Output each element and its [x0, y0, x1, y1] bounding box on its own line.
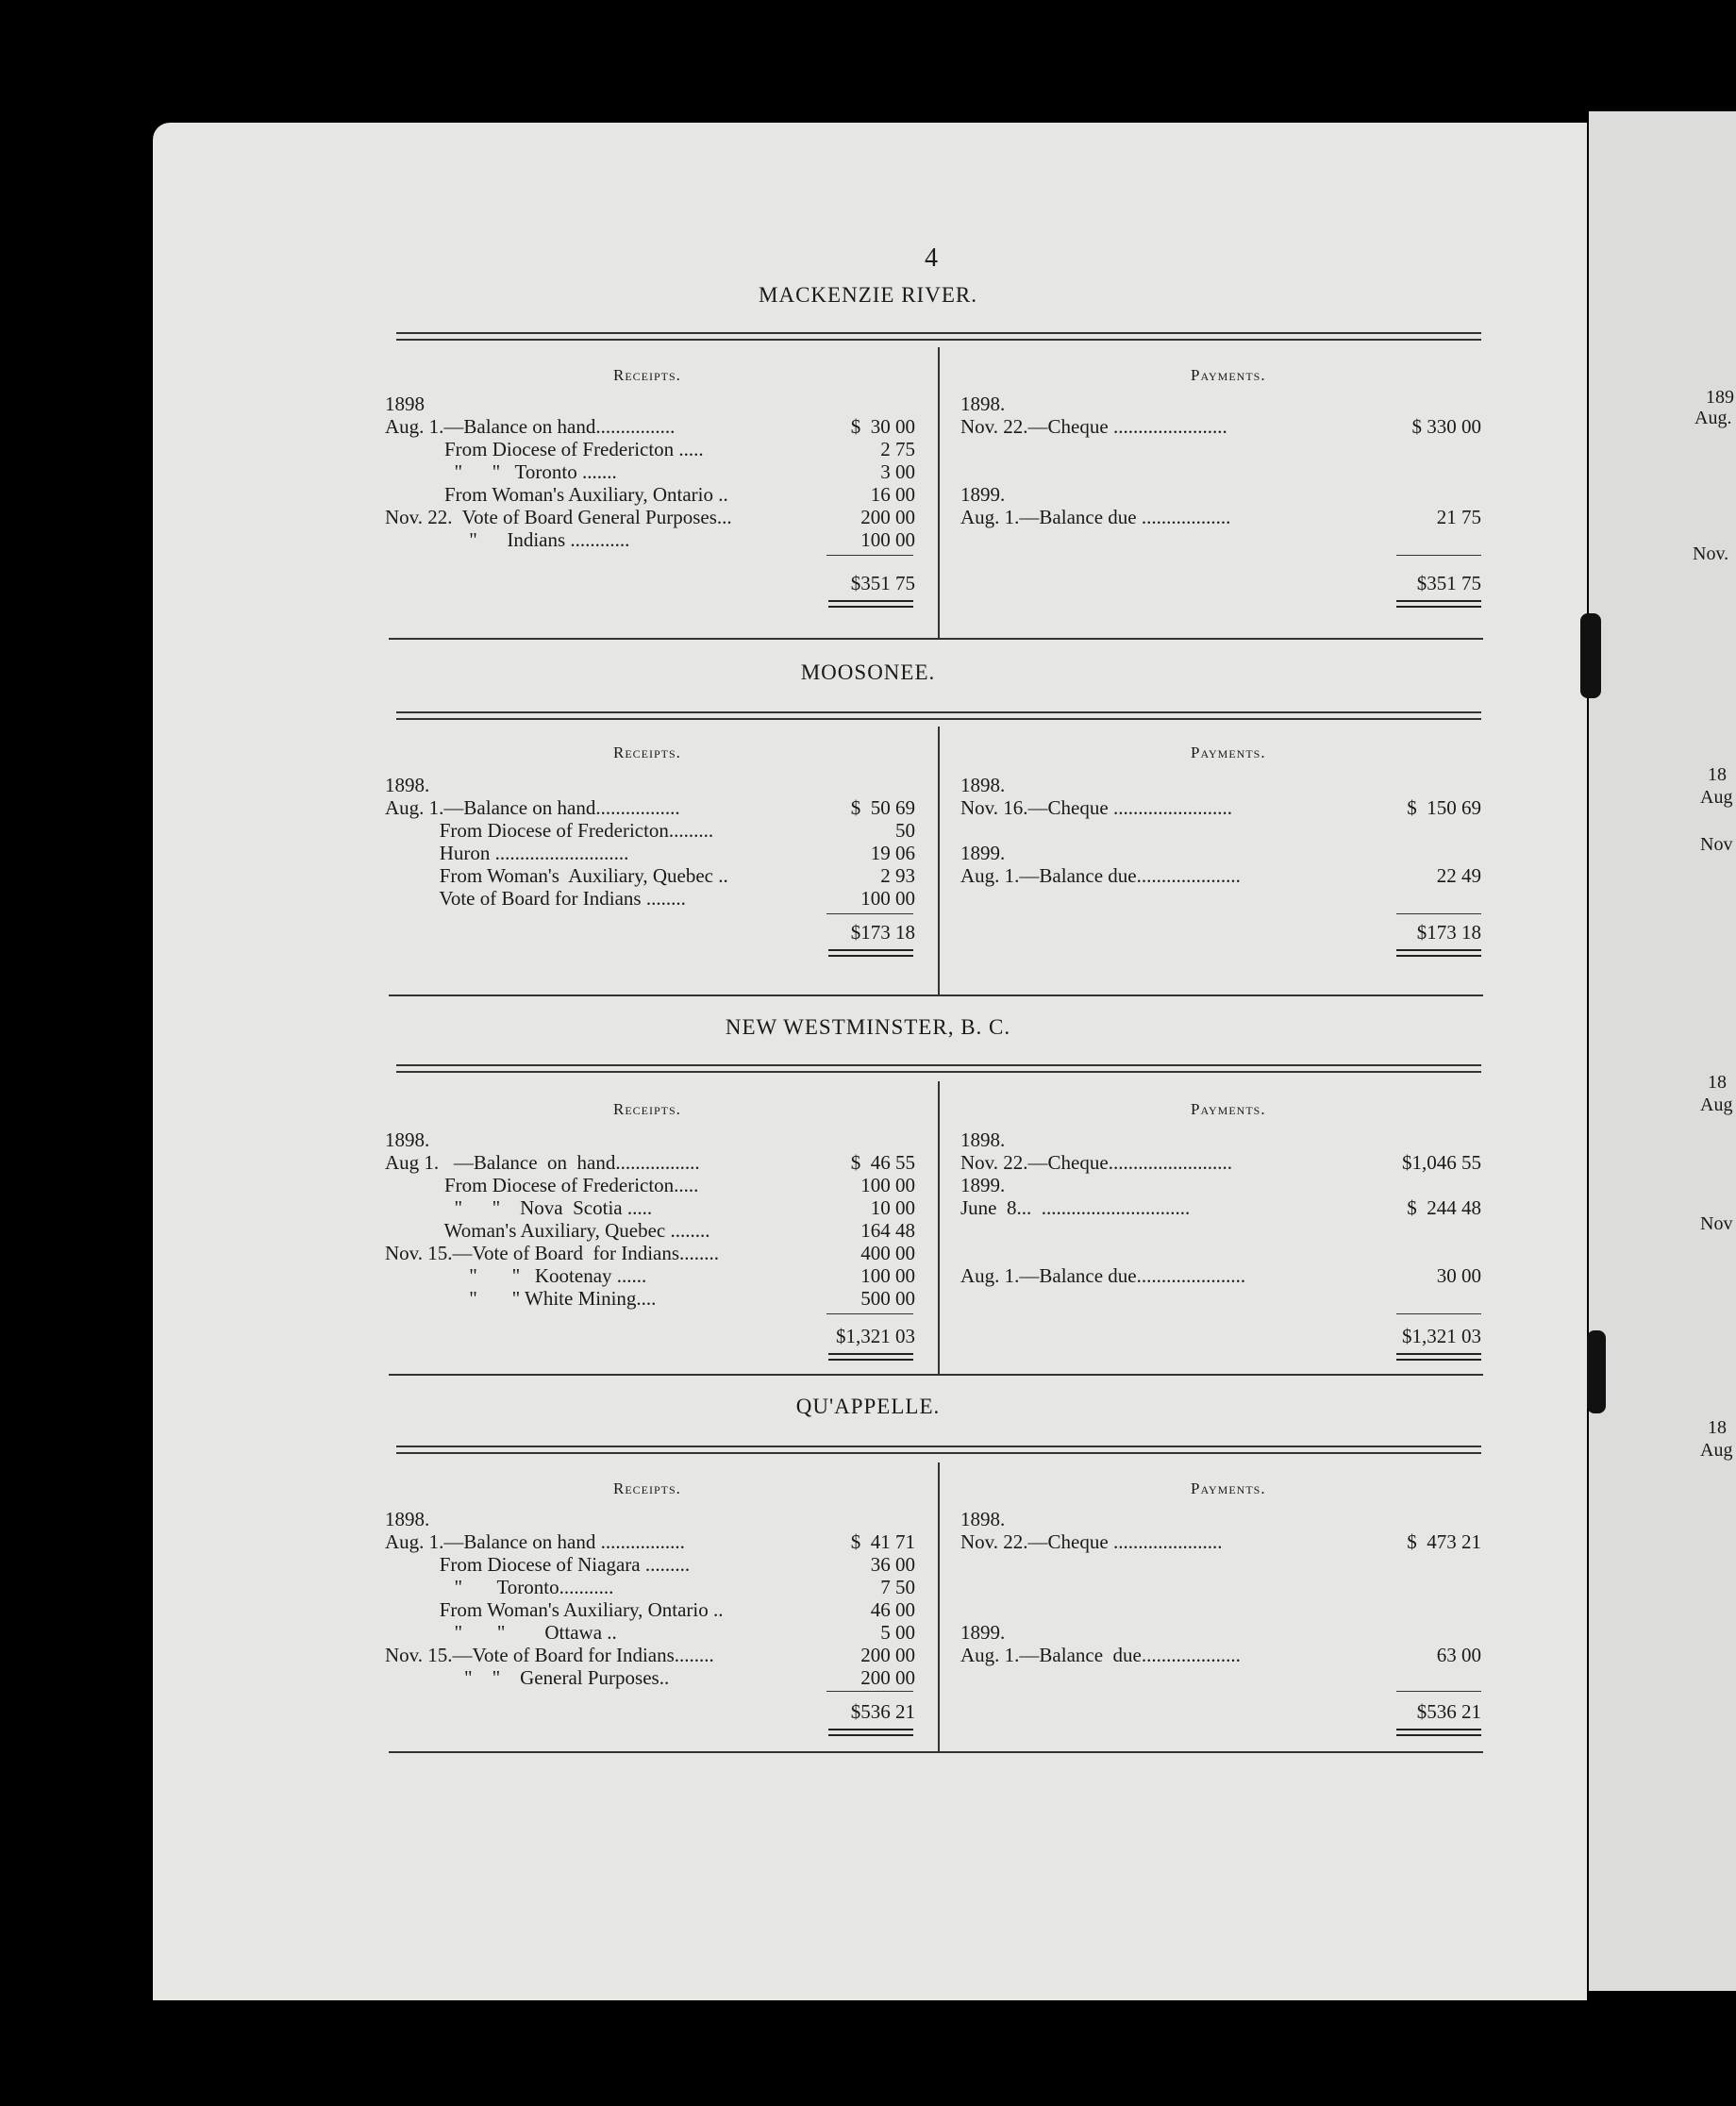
payment-line: Aug. 1.—Balance due..................... [960, 864, 1241, 887]
payment-line: 1898. [960, 393, 1006, 415]
payments-total-rule [1396, 1353, 1481, 1361]
receipt-line: Nov. 15.—Vote of Board for Indians........ [385, 1644, 714, 1666]
receipt-line: From Diocese of Fredericton ..... [385, 438, 704, 460]
column-divider [938, 727, 940, 994]
payments-sum-rule [1396, 1313, 1481, 1314]
receipt-line: Aug 1. —Balance on hand................. [385, 1151, 700, 1174]
receipt-amount: 46 00 [870, 1598, 915, 1621]
receipts-total-rule [828, 949, 913, 957]
payment-amount: 22 49 [1436, 864, 1481, 887]
payment-line: Nov. 22.—Cheque......................... [960, 1151, 1232, 1174]
section-bottom-rule [389, 1374, 1483, 1376]
payment-line: 1898. [960, 1128, 1006, 1151]
facing-fragment: Aug [1700, 1440, 1733, 1461]
receipt-amount: 10 00 [870, 1196, 915, 1219]
receipt-amount: 400 00 [860, 1242, 915, 1264]
payment-line: 1899. [960, 1621, 1006, 1644]
receipt-amount: 100 00 [860, 887, 915, 910]
section-double-rule [396, 1064, 1481, 1073]
receipt-line: 1898. [385, 774, 430, 796]
receipt-line: Vote of Board for Indians ........ [385, 887, 686, 910]
receipt-amount: 200 00 [860, 1666, 915, 1689]
section-bottom-rule [389, 638, 1483, 640]
receipts-heading: Receipts. [613, 1479, 681, 1497]
receipts-sum-rule [826, 1313, 913, 1314]
receipt-line: Woman's Auxiliary, Quebec ........ [385, 1219, 710, 1242]
payment-amount: $ 150 69 [1407, 796, 1481, 819]
receipt-line: " " Toronto ....... [385, 460, 617, 483]
receipt-amount: 36 00 [870, 1553, 915, 1576]
section-double-rule [396, 332, 1481, 341]
payments-heading: Payments. [1191, 1100, 1266, 1118]
receipt-amount: 7 50 [880, 1576, 915, 1598]
payments-sum-rule [1396, 1691, 1481, 1692]
receipt-line: From Diocese of Fredericton......... [385, 819, 714, 842]
receipt-line: Aug. 1.—Balance on hand ................. [385, 1530, 685, 1553]
receipt-amount: 100 00 [860, 1174, 915, 1196]
payment-line: Nov. 22.—Cheque ....................... [960, 415, 1227, 438]
payments-heading: Payments. [1191, 1479, 1266, 1497]
receipts-total: $351 75 [850, 572, 915, 594]
receipt-amount: $ 46 55 [850, 1151, 915, 1174]
payment-line: Aug. 1.—Balance due .................. [960, 506, 1231, 528]
payment-amount: 30 00 [1436, 1264, 1481, 1287]
payments-total-rule [1396, 1729, 1481, 1736]
receipt-line: Aug. 1.—Balance on hand................ [385, 415, 676, 438]
receipt-line: " Toronto........... [385, 1576, 614, 1598]
payments-total: $1,321 03 [1402, 1325, 1481, 1347]
facing-fragment: Nov [1700, 1213, 1733, 1234]
receipts-total: $1,321 03 [836, 1325, 915, 1347]
payments-total-rule [1396, 949, 1481, 957]
receipts-heading: Receipts. [613, 744, 681, 761]
receipt-amount: 19 06 [870, 842, 915, 864]
payment-line: 1899. [960, 1174, 1006, 1196]
facing-fragment: 189 [1706, 387, 1734, 408]
receipt-line: Nov. 22. Vote of Board General Purposes... [385, 506, 732, 528]
payment-amount: $ 473 21 [1407, 1530, 1481, 1553]
payment-amount: 63 00 [1436, 1644, 1481, 1666]
payment-line: Aug. 1.—Balance due.................... [960, 1644, 1241, 1666]
receipt-line: " " Nova Scotia ..... [385, 1196, 653, 1219]
receipts-total-rule [828, 600, 913, 608]
receipt-amount: 2 93 [880, 864, 915, 887]
payment-line: Nov. 22.—Cheque ...................... [960, 1530, 1223, 1553]
page-number: 4 [925, 243, 938, 273]
receipts-sum-rule [826, 555, 913, 556]
facing-fragment: Nov [1700, 834, 1733, 855]
payment-line: Nov. 16.—Cheque ........................ [960, 796, 1232, 819]
receipt-line: " " White Mining.... [385, 1287, 657, 1310]
payments-heading: Payments. [1191, 744, 1266, 761]
receipt-line: Huron ........................... [385, 842, 629, 864]
payment-line: June 8... .............................. [960, 1196, 1191, 1219]
binding-mark [1580, 613, 1601, 698]
column-divider [938, 1081, 940, 1374]
payment-amount: $1,046 55 [1402, 1151, 1481, 1174]
receipt-line: 1898 [385, 393, 425, 415]
payment-amount: $ 244 48 [1407, 1196, 1481, 1219]
receipt-line: From Woman's Auxiliary, Quebec .. [385, 864, 728, 887]
section-title: MOOSONEE. [800, 660, 936, 684]
facing-page [1589, 111, 1736, 1991]
receipt-amount: 3 00 [880, 460, 915, 483]
receipt-amount: 100 00 [860, 1264, 915, 1287]
payment-line: 1898. [960, 1508, 1006, 1530]
receipt-line: " Indians ............ [385, 528, 630, 551]
receipt-line: " " Kootenay ...... [385, 1264, 647, 1287]
section-bottom-rule [389, 1751, 1483, 1753]
payment-amount: $ 330 00 [1411, 415, 1481, 438]
receipt-amount: 2 75 [880, 438, 915, 460]
payment-line: 1898. [960, 774, 1006, 796]
section-title: MACKENZIE RIVER. [759, 283, 977, 307]
receipt-amount: $ 50 69 [850, 796, 915, 819]
receipt-amount: 50 [895, 819, 915, 842]
section-double-rule [396, 1446, 1481, 1454]
receipt-line: From Diocese of Fredericton..... [385, 1174, 699, 1196]
section-title: QU'APPELLE. [795, 1395, 941, 1418]
receipts-heading: Receipts. [613, 1100, 681, 1118]
receipt-amount: 164 48 [860, 1219, 915, 1242]
section-double-rule [396, 711, 1481, 720]
receipts-total: $536 21 [850, 1700, 915, 1723]
payments-total: $351 75 [1416, 572, 1481, 594]
receipt-amount: $ 30 00 [850, 415, 915, 438]
receipts-sum-rule [826, 913, 913, 914]
facing-fragment: 18 [1708, 764, 1727, 785]
receipt-amount: 500 00 [860, 1287, 915, 1310]
receipt-line: " " Ottawa .. [385, 1621, 617, 1644]
receipts-total-rule [828, 1353, 913, 1361]
receipt-line: 1898. [385, 1128, 430, 1151]
payments-heading: Payments. [1191, 366, 1266, 384]
payments-total: $536 21 [1416, 1700, 1481, 1723]
facing-fragment: Aug [1700, 787, 1733, 808]
facing-fragment: 18 [1708, 1417, 1727, 1438]
receipt-line: 1898. [385, 1508, 430, 1530]
receipt-line: From Woman's Auxiliary, Ontario .. [385, 483, 728, 506]
receipt-amount: 16 00 [870, 483, 915, 506]
payments-sum-rule [1396, 555, 1481, 556]
section-bottom-rule [389, 994, 1483, 996]
facing-fragment: Aug [1700, 1095, 1733, 1115]
column-divider [938, 347, 940, 638]
receipts-total: $173 18 [850, 921, 915, 944]
payment-amount: 21 75 [1436, 506, 1481, 528]
section-title: NEW WESTMINSTER, B. C. [725, 1015, 1011, 1039]
facing-fragment: 18 [1708, 1072, 1727, 1093]
receipt-amount: 100 00 [860, 528, 915, 551]
receipts-heading: Receipts. [613, 366, 681, 384]
receipt-line: " " General Purposes.. [385, 1666, 670, 1689]
receipts-sum-rule [826, 1691, 913, 1692]
receipt-amount: 5 00 [880, 1621, 915, 1644]
receipts-total-rule [828, 1729, 913, 1736]
receipt-amount: 200 00 [860, 506, 915, 528]
payment-line: Aug. 1.—Balance due...................... [960, 1264, 1246, 1287]
receipt-line: Aug. 1.—Balance on hand................. [385, 796, 680, 819]
facing-fragment: Nov. [1693, 543, 1729, 564]
facing-fragment: Aug. [1694, 408, 1732, 428]
receipt-amount: $ 41 71 [850, 1530, 915, 1553]
payment-line: 1899. [960, 842, 1006, 864]
payments-sum-rule [1396, 913, 1481, 914]
receipt-line: From Woman's Auxiliary, Ontario .. [385, 1598, 724, 1621]
payments-total: $173 18 [1416, 921, 1481, 944]
receipt-amount: 200 00 [860, 1644, 915, 1666]
column-divider [938, 1462, 940, 1751]
receipt-line: From Diocese of Niagara ......... [385, 1553, 691, 1576]
receipt-line: Nov. 15.—Vote of Board for Indians........ [385, 1242, 720, 1264]
payments-total-rule [1396, 600, 1481, 608]
payment-line: 1899. [960, 483, 1006, 506]
